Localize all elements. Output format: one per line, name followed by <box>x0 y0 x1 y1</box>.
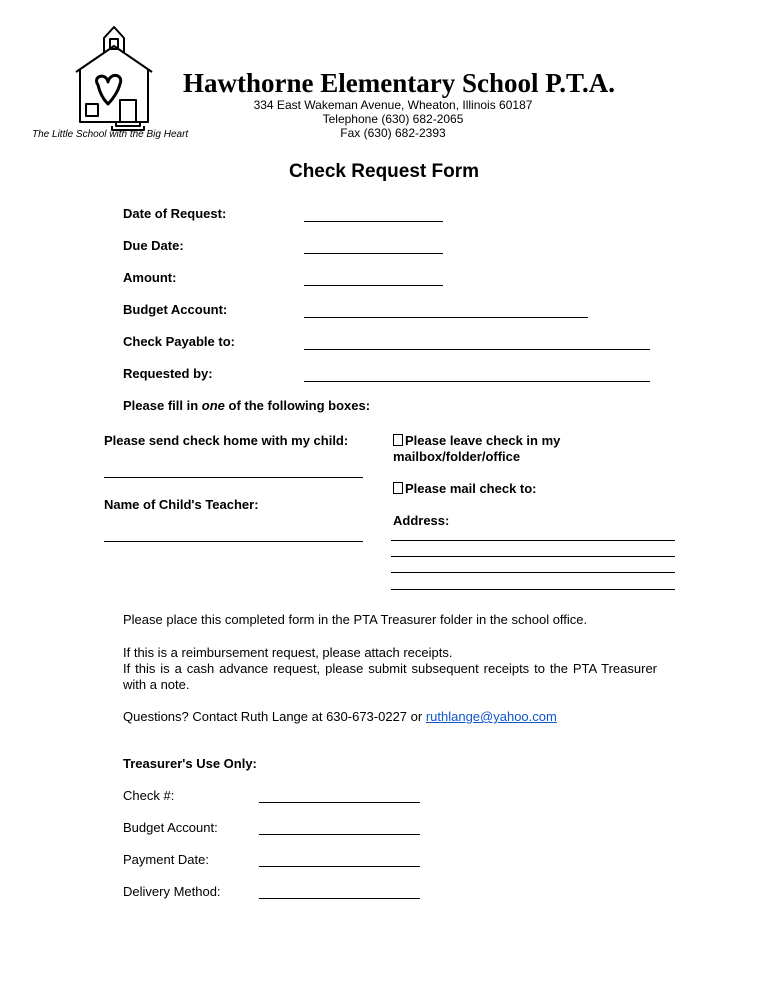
telephone-line: Telephone (630) 682-2065 <box>322 112 464 126</box>
budget-account-label: Budget Account: <box>123 302 228 317</box>
requested-by-label: Requested by: <box>123 366 213 381</box>
address-line-3[interactable] <box>391 572 675 573</box>
child-name-line[interactable] <box>104 477 363 478</box>
cash-advance-note: If this is a cash advance request, please submit subsequent receipts to the PTA Treasurer with a note. <box>123 661 657 692</box>
date-of-request-line[interactable] <box>304 221 443 222</box>
check-payable-to-line[interactable] <box>304 349 650 350</box>
email-link[interactable]: ruthlange@yahoo.com <box>425 709 557 724</box>
questions-note <box>123 709 557 725</box>
check-number-label: Check #: <box>123 788 175 803</box>
treasurer-heading: Treasurer's Use Only: <box>123 756 257 771</box>
mail-check-option[interactable] <box>393 481 537 497</box>
due-date-line[interactable] <box>304 253 443 254</box>
check-payable-to-label: Check Payable to: <box>123 334 235 349</box>
payment-date-line[interactable] <box>259 866 420 867</box>
school-house-heart-logo <box>68 22 160 132</box>
address-line-2[interactable] <box>391 556 675 557</box>
fill-instructions <box>123 398 370 413</box>
budget-account-line[interactable] <box>304 317 588 318</box>
address-line: 334 East Wakeman Avenue, Wheaton, Illinois 60187 <box>253 98 533 112</box>
amount-label: Amount: <box>123 270 177 285</box>
tagline: The Little School with the Big Heart <box>32 129 189 140</box>
treasurer-budget-account-label: Budget Account: <box>123 820 218 835</box>
send-home-label: Please send check home with my child: <box>104 433 349 448</box>
org-name: Hawthorne Elementary School P.T.A. <box>183 68 615 98</box>
amount-line[interactable] <box>304 285 443 286</box>
fax-line: Fax (630) 682-2393 <box>340 126 446 140</box>
leave-check-option[interactable] <box>393 433 593 465</box>
delivery-method-line[interactable] <box>259 898 420 899</box>
leave-check-label: Please leave check in my mailbox/folder/office <box>393 433 561 464</box>
childs-teacher-line[interactable] <box>104 541 363 542</box>
mail-check-checkbox[interactable] <box>393 482 403 494</box>
check-number-line[interactable] <box>259 802 420 803</box>
due-date-label: Due Date: <box>123 238 184 253</box>
contact-info <box>248 98 538 140</box>
instr-emphasis: one <box>201 398 225 413</box>
address-label: Address: <box>393 513 450 528</box>
instr-prefix: Please fill in <box>123 398 202 413</box>
treasurer-budget-account-line[interactable] <box>259 834 420 835</box>
requested-by-line[interactable] <box>304 381 650 382</box>
form-title: Check Request Form <box>288 161 480 182</box>
questions-text: Questions? Contact Ruth Lange at 630-673-0227 or <box>123 709 426 724</box>
reimbursement-note: If this is a reimbursement request, please attach receipts. <box>123 645 453 660</box>
date-of-request-label: Date of Request: <box>123 206 227 221</box>
delivery-method-label: Delivery Method: <box>123 884 221 899</box>
payment-date-label: Payment Date: <box>123 852 209 867</box>
mail-check-label: Please mail check to: <box>405 481 537 496</box>
address-line-1[interactable] <box>391 540 675 541</box>
place-form-note: Please place this completed form in the PTA Treasurer folder in the school office. <box>123 612 588 627</box>
address-line-4[interactable] <box>391 589 675 590</box>
childs-teacher-label: Name of Child's Teacher: <box>104 497 259 512</box>
instr-suffix: of the following boxes: <box>224 398 371 413</box>
leave-check-checkbox[interactable] <box>393 434 403 446</box>
